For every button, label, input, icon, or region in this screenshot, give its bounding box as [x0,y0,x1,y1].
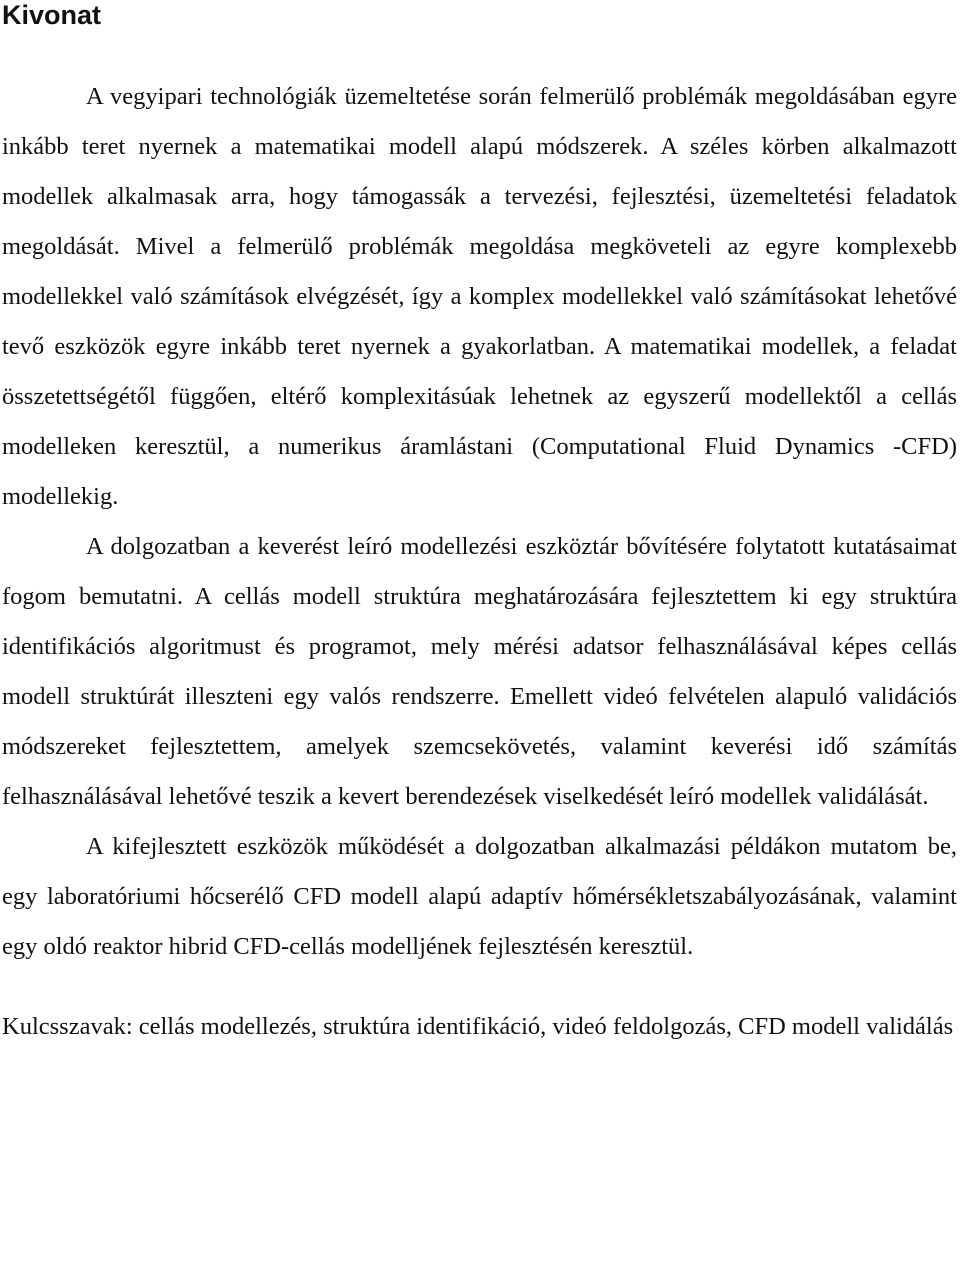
abstract-paragraph-1: A vegyipari technológiák üzemeltetése során felmerülő problémák megoldásában egyre inkább teret nyernek a matematikai modell alapú módszerek. A széles körben alkalmazott modellek alkalmasak arra, hogy támogassák a tervezési, fejlesztési, üzemeltetési feladatok megoldását. Mivel a felmerülő problémák megoldása megköveteli az egyre komplexebb modellekkel való számítások elvégzését, így a komplex modellekkel való számításokat lehetővé tevő eszközök egyre inkább teret nyernek a gyakorlatban. A matematikai modellek, a feladat összetettségétől függően, eltérő komplexitásúak lehetnek az egyszerű modellektől a cellás modelleken keresztül, a numerikus áramlástani (Computational Fluid Dynamics -CFD) modellekig. [2,83,957,510]
abstract-paragraph-3: A kifejlesztett eszközök működését a dolgozatban alkalmazási példákon mutatom be, egy laboratóriumi hőcserélő CFD modell alapú adaptív hőmérsékletszabályozásának, valamint egy oldó reaktor hibrid CFD-cellás modelljének fejlesztésén keresztül. [2,833,957,960]
page-title: Kivonat [2,0,102,30]
abstract-paragraph-2: A dolgozatban a keverést leíró modellezési eszköztár bővítésére folytatott kutatásaimat fogom bemutatni. A cellás modell struktúra meghatározására fejlesztettem ki egy struktúra identifikációs algoritmust és programot, mely mérési adatsor felhasználásával képes cellás modell struktúrát illeszteni egy valós rendszerre. Emellett videó felvételen alapuló validációs módszereket fejlesztettem, amelyek szemcsekövetés, valamint keverési idő számítás felhasználásával lehetővé teszik a kevert berendezések viselkedését leíró modellek validálását. [2,533,957,810]
keywords-line: Kulcsszavak: cellás modellezés, struktúra identifikáció, videó feldolgozás, CFD modell validálás [2,1013,954,1040]
